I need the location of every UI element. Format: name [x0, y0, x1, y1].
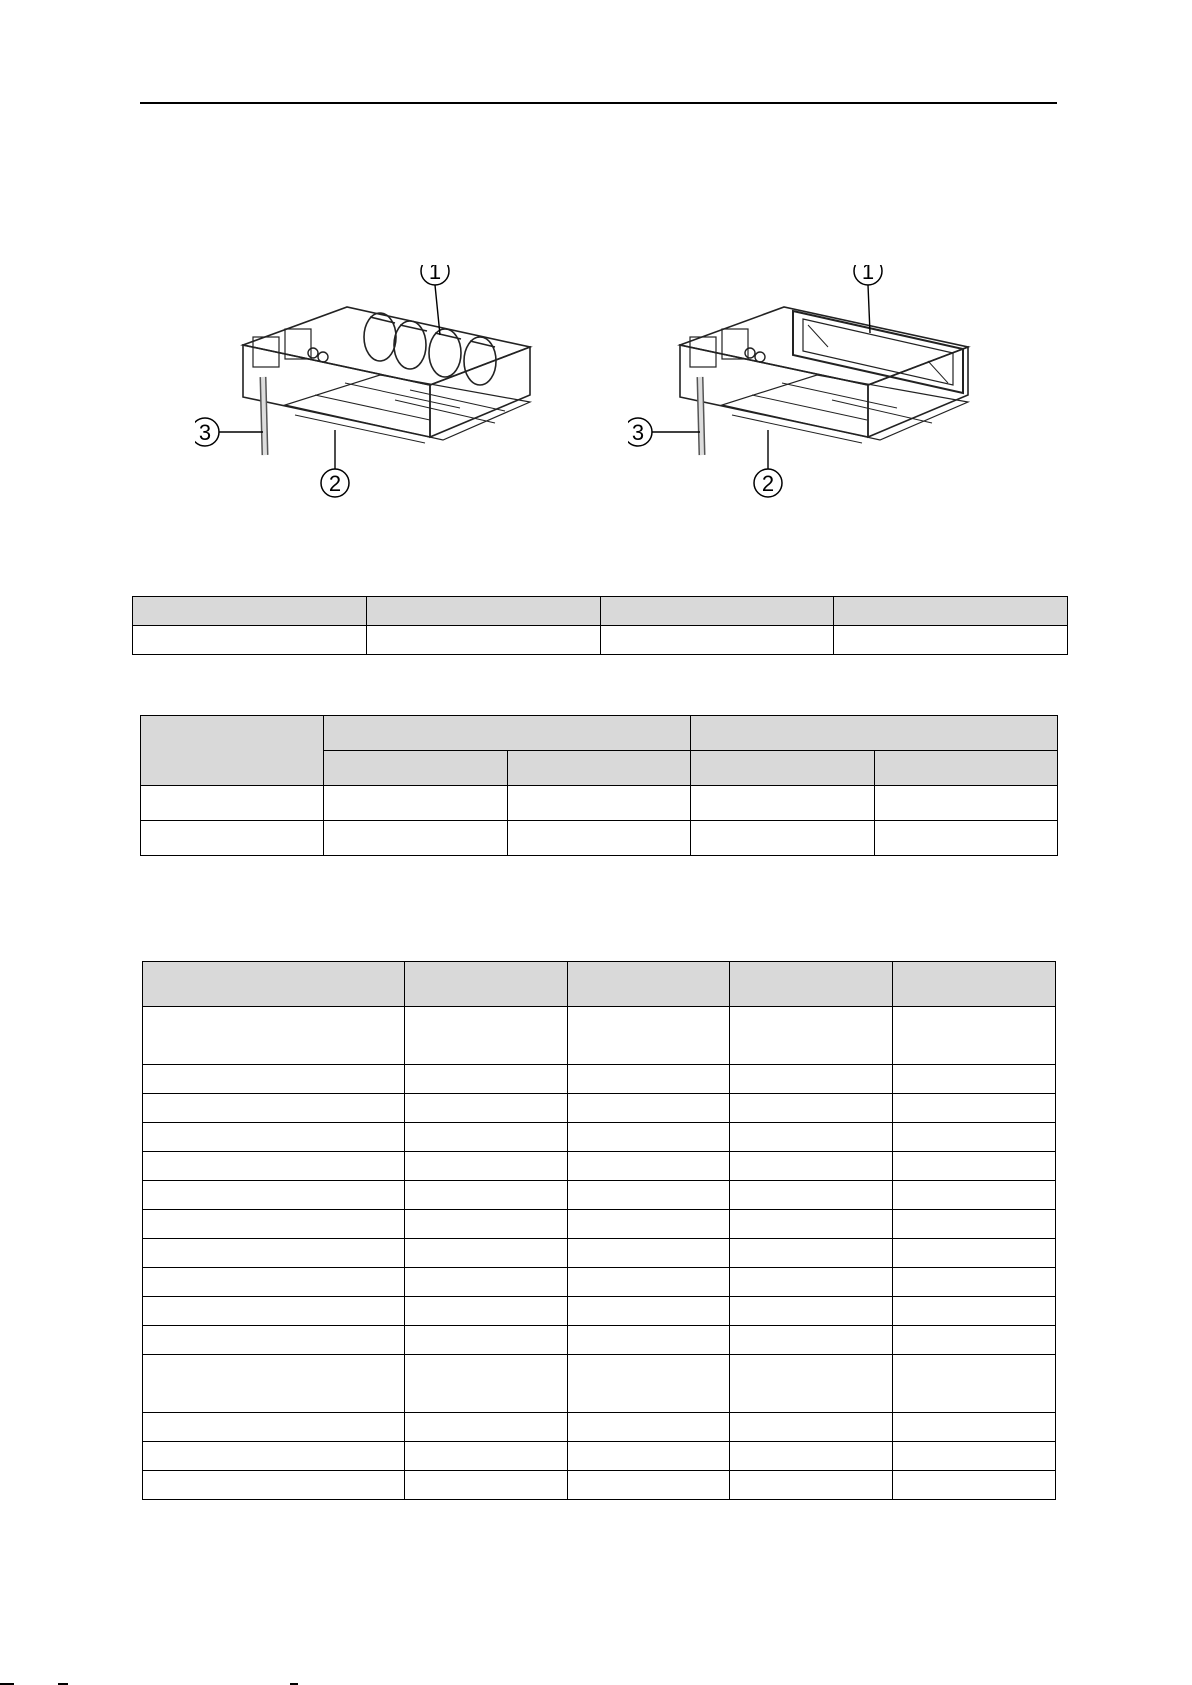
table-cell	[567, 1268, 730, 1297]
table-cell	[567, 1239, 730, 1268]
table-cell	[567, 1065, 730, 1094]
table-cell	[143, 1181, 405, 1210]
table-cell	[834, 626, 1068, 655]
table-cell	[405, 1123, 568, 1152]
table-cell	[874, 821, 1057, 856]
table-cell	[405, 1239, 568, 1268]
table-cell	[892, 1326, 1055, 1355]
table-cell	[567, 1094, 730, 1123]
header-cell	[834, 597, 1068, 626]
table-row	[143, 1007, 1056, 1065]
header-cell	[324, 751, 507, 786]
table-cell	[567, 1326, 730, 1355]
table-cell	[892, 1210, 1055, 1239]
header-cell	[567, 962, 730, 1007]
specifications-table	[142, 961, 1056, 1500]
header-cell	[874, 751, 1057, 786]
header-rule	[140, 102, 1057, 104]
table-cell	[405, 1007, 568, 1065]
table-cell	[892, 1065, 1055, 1094]
table-cell	[892, 1413, 1055, 1442]
table-cell	[730, 1065, 893, 1094]
table-cell	[567, 1297, 730, 1326]
operating-range-table	[140, 715, 1058, 856]
table-cell	[143, 1413, 405, 1442]
table-cell	[507, 821, 690, 856]
table-cell	[366, 626, 600, 655]
table-cell	[143, 1442, 405, 1471]
callout-2	[321, 430, 349, 497]
table-cell	[405, 1152, 568, 1181]
components-table	[132, 596, 1068, 655]
table-cell	[324, 786, 507, 821]
header-cell	[133, 597, 367, 626]
table-cell	[892, 1442, 1055, 1471]
table-cell	[143, 1210, 405, 1239]
table-cell	[730, 1355, 893, 1413]
table-cell	[405, 1065, 568, 1094]
table-row	[143, 1471, 1056, 1500]
table-header-row	[143, 962, 1056, 1007]
table-cell	[600, 626, 834, 655]
table-cell	[730, 1297, 893, 1326]
table-cell	[892, 1007, 1055, 1065]
table-cell	[567, 1471, 730, 1500]
table-row	[141, 821, 1058, 856]
table-cell	[567, 1413, 730, 1442]
table-cell	[892, 1239, 1055, 1268]
header-cell	[143, 962, 405, 1007]
table-cell	[405, 1210, 568, 1239]
table-cell	[892, 1297, 1055, 1326]
table-cell	[892, 1355, 1055, 1413]
svg-text:1: 1	[428, 265, 442, 284]
table-cell	[730, 1413, 893, 1442]
table-row	[143, 1239, 1056, 1268]
table-header-row	[133, 597, 1068, 626]
header-cell	[730, 962, 893, 1007]
svg-text:3: 3	[198, 420, 212, 445]
table-cell	[892, 1181, 1055, 1210]
table-cell	[730, 1268, 893, 1297]
table-cell	[730, 1471, 893, 1500]
table-cell	[143, 1326, 405, 1355]
table-row	[143, 1210, 1056, 1239]
table-row	[143, 1152, 1056, 1181]
callout-3	[628, 418, 700, 446]
table-row	[143, 1413, 1056, 1442]
table-cell	[133, 626, 367, 655]
table-cell	[143, 1065, 405, 1094]
header-cell	[600, 597, 834, 626]
table-row	[143, 1297, 1056, 1326]
header-cell	[691, 751, 874, 786]
table-cell	[405, 1442, 568, 1471]
table-cell	[324, 821, 507, 856]
table-row	[143, 1326, 1056, 1355]
table-row	[133, 626, 1068, 655]
header-cell	[141, 716, 324, 786]
svg-text:2: 2	[761, 471, 775, 496]
table-cell	[405, 1297, 568, 1326]
table-cell	[730, 1007, 893, 1065]
table-cell	[143, 1123, 405, 1152]
table-cell	[892, 1471, 1055, 1500]
table-cell	[567, 1007, 730, 1065]
table-cell	[405, 1413, 568, 1442]
table-cell	[405, 1326, 568, 1355]
table-cell	[567, 1442, 730, 1471]
table-row	[143, 1268, 1056, 1297]
table-cell	[143, 1094, 405, 1123]
table-cell	[141, 821, 324, 856]
callout-2	[754, 430, 782, 497]
header-group-cell	[324, 716, 691, 751]
table-header-row	[141, 716, 1058, 751]
table-cell	[405, 1268, 568, 1297]
table-row	[143, 1094, 1056, 1123]
table-cell	[691, 821, 874, 856]
table-row	[143, 1181, 1056, 1210]
table-cell	[143, 1471, 405, 1500]
header-cell	[366, 597, 600, 626]
table-cell	[143, 1268, 405, 1297]
table-cell	[143, 1152, 405, 1181]
table-cell	[892, 1123, 1055, 1152]
callout-3	[195, 418, 263, 446]
table-cell	[730, 1239, 893, 1268]
table-cell	[567, 1123, 730, 1152]
header-cell	[892, 962, 1055, 1007]
table-cell	[405, 1181, 568, 1210]
table-cell	[141, 786, 324, 821]
table-cell	[730, 1326, 893, 1355]
svg-text:1: 1	[861, 265, 875, 284]
table-cell	[892, 1094, 1055, 1123]
table-cell	[143, 1007, 405, 1065]
header-group-cell	[691, 716, 1058, 751]
table-cell	[874, 786, 1057, 821]
table-cell	[567, 1210, 730, 1239]
table-row	[143, 1355, 1056, 1413]
table-cell	[730, 1152, 893, 1181]
table-cell	[567, 1355, 730, 1413]
table-cell	[730, 1210, 893, 1239]
table-cell	[143, 1297, 405, 1326]
table-cell	[405, 1094, 568, 1123]
header-cell	[405, 962, 568, 1007]
table-cell	[507, 786, 690, 821]
table-cell	[730, 1094, 893, 1123]
table-cell	[691, 786, 874, 821]
svg-text:3: 3	[631, 420, 645, 445]
table-row	[143, 1123, 1056, 1152]
table-row	[141, 786, 1058, 821]
table-cell	[892, 1152, 1055, 1181]
table-cell	[405, 1355, 568, 1413]
diagram-right-rectangular-outlet-unit	[628, 265, 1028, 535]
table-cell	[143, 1355, 405, 1413]
diagram-left-round-outlet-unit	[195, 265, 590, 535]
header-cell	[507, 751, 690, 786]
table-cell	[730, 1181, 893, 1210]
table-cell	[892, 1268, 1055, 1297]
table-cell	[567, 1181, 730, 1210]
table-cell	[730, 1442, 893, 1471]
table-row	[143, 1442, 1056, 1471]
table-cell	[567, 1152, 730, 1181]
table-cell	[143, 1239, 405, 1268]
table-cell	[730, 1123, 893, 1152]
table-row	[143, 1065, 1056, 1094]
svg-text:2: 2	[328, 471, 342, 496]
table-cell	[405, 1471, 568, 1500]
